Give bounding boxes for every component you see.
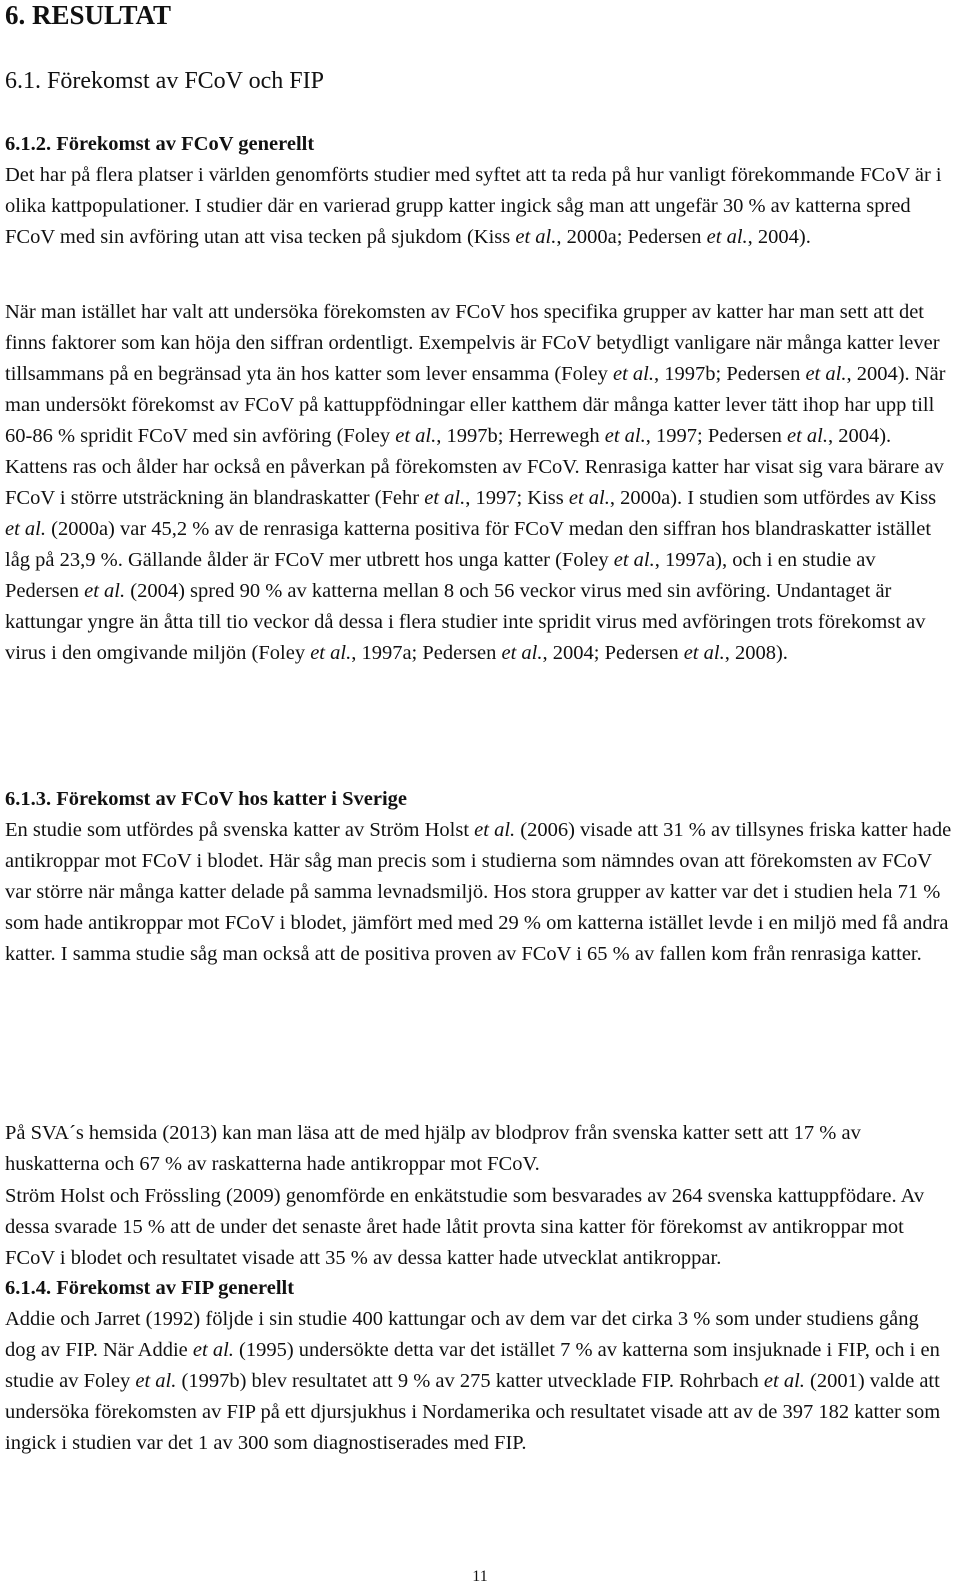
chapter-heading: 6. RESULTAT <box>5 0 172 30</box>
citation-etal: et al. <box>395 425 437 447</box>
citation-etal: et al. <box>84 580 126 602</box>
text-run: , 1997; Pedersen <box>645 425 787 447</box>
text-run: , 1997; Kiss <box>465 487 569 509</box>
citation-etal: et al. <box>501 642 543 664</box>
text-run: , 2008). <box>724 642 788 664</box>
text-run: , 2004). Kattens ras och ålder har också en påverkan på förekomsten av FCoV. Renrasiga katter har visat sig vara bärare av FCoV i större utsträckning än blandraskatter (Fehr <box>5 425 944 509</box>
citation-etal: et al. <box>474 819 516 841</box>
citation-etal: et al. <box>805 363 847 385</box>
section-6-1-2 <box>5 129 955 253</box>
section-heading: 6.1. Förekomst av FCoV och FIP <box>5 68 324 94</box>
text-run: , 1997a), och i en studie av Pedersen <box>5 549 876 602</box>
text-run: (2001) valde att undersöka förekomsten av FIP på ett djursjukhus i Nordamerika och resultatet visade att av de 397 182 katter som ingick i studien var det 1 av 300 som diagnostiserades med FIP. <box>5 1370 941 1454</box>
paragraph-6-1-4-1 <box>5 1304 953 1459</box>
paragraph-6-1-3-1 <box>5 815 953 970</box>
text-run: (1995) undersökte detta var det istället 7 % av katterna som insjuknade i FIP, och i en studie av Foley <box>5 1339 940 1392</box>
section-6-1-4 <box>5 1273 955 1459</box>
text-run: (2006) visade att 31 % av tillsynes friska katter hade antikroppar mot FCoV i blodet. Här såg man precis som i studierna som nämndes ovan att förekomsten av FCoV var större när många katter delade på samma levnadsmiljö. Hos stora grupper av katter var det i studien hela 71 % som hade antikroppar mot FCoV i blodet, jämfört med med 29 % om katterna istället levde i en miljö med få andra katter. I samma studie såg man också att de positiva proven av FCoV i 65 % av fallen kom från renrasiga katter. <box>5 819 952 965</box>
text-run: När man istället har valt att undersöka förekomsten av FCoV hos specifika grupper av katter har man sett att det finns faktorer som kan höja den siffran ordentligt. Exempelvis är FCoV betydligt vanligare när många katter lever tillsammans på en begränsad yta än hos katter som lever ensamma (Foley <box>5 301 940 385</box>
section-6-1-3-sva <box>5 1118 955 1180</box>
citation-etal: et al. <box>706 226 748 248</box>
citation-etal: et al. <box>683 642 725 664</box>
citation-etal: et al. <box>424 487 466 509</box>
text-run: , 1997b; Pedersen <box>654 363 806 385</box>
citation-etal: et al. <box>786 425 828 447</box>
section-6-1-3 <box>5 784 955 970</box>
citation-etal: et al. <box>310 642 352 664</box>
citation-etal: et al. <box>604 425 646 447</box>
text-run: Addie och Jarret (1992) följde i sin studie 400 kattungar och av dem var det cirka 3 % som under studiens gång dog av FIP. När Addie <box>5 1308 919 1361</box>
paragraph-6-1-2-1 <box>5 160 953 253</box>
text-run: En studie som utfördes på svenska katter av Ström Holst <box>5 819 475 841</box>
citation-etal: et al. <box>135 1370 177 1392</box>
subsection-heading-6-1-3: 6.1.3. Förekomst av FCoV hos katter i Sverige <box>5 788 407 810</box>
paragraph-6-1-3-3: Ström Holst och Frössling (2009) genomförde en enkätstudie som besvarades av 264 svenska kattuppfödare. Av dessa svarade 15 % att de under det senaste året hade låtit provta sina katter för förekomst av antikroppar mot FCoV i blodet och resultatet visade att 35 % av dessa katter hade utvecklat antikroppar. <box>5 1185 925 1269</box>
citation-etal: et al. <box>613 549 655 571</box>
text-run: (1997b) blev resultatet att 9 % av 275 katter utvecklade FIP. Rohrbach <box>176 1370 764 1392</box>
page-number: 11 <box>472 1568 488 1585</box>
citation-etal: et al. <box>613 363 654 385</box>
text-run: , 1997b; Herrewegh <box>436 425 605 447</box>
citation-etal: et al. <box>192 1339 234 1361</box>
citation-etal: et al. <box>515 226 557 248</box>
paragraph-6-1-3-2: På SVA´s hemsida (2013) kan man läsa att de med hjälp av blodprov från svenska katter sett att 17 % av huskatterna och 67 % av raskatterna hade antikroppar mot FCoV. <box>5 1122 861 1175</box>
subsection-heading-6-1-4: 6.1.4. Förekomst av FIP generellt <box>5 1277 295 1299</box>
citation-etal: et al. <box>568 487 610 509</box>
text-run: (2000a) var 45,2 % av de renrasiga katterna positiva för FCoV medan den siffran hos blandraskatter istället låg på 23,9 %. Gällande ålder är FCoV mer utbrett hos unga katter (Foley <box>5 518 932 571</box>
citation-etal: et al. <box>763 1370 805 1392</box>
text-run: , 2004). <box>747 226 811 248</box>
text-run: , 2004). När man undersökt förekomst av FCoV på kattuppfödningar eller katthem där många katter lever tätt ihop har upp till 60-86 % spridit FCoV med sin avföring (Foley <box>5 363 946 447</box>
citation-etal: et al. <box>5 518 46 540</box>
text-run: Det har på flera platser i världen genomförts studier med syftet att ta reda på hur vanligt förekommande FCoV är i olika kattpopulationer. I studier där en varierad grupp katter ingick såg man att ungefär 30 % av katterna spred FCoV med sin avföring utan att visa tecken på sjukdom (Kiss <box>5 164 942 248</box>
text-run: , 2000a). I studien som utfördes av Kiss <box>609 487 937 509</box>
text-run: , 2000a; Pedersen <box>556 226 707 248</box>
subsection-heading-6-1-2: 6.1.2. Förekomst av FCoV generellt <box>5 133 315 155</box>
text-run: , 2004; Pedersen <box>542 642 684 664</box>
paragraph-6-1-2-2 <box>5 297 953 669</box>
section-6-1-2-continued <box>5 297 955 669</box>
text-run: (2004) spred 90 % av katterna mellan 8 och 56 veckor virus med sin avföring. Undantaget är kattungar yngre än åtta till tio veckor då dessa i flera studier inte spridit virus med avföringen trots förekomst av virus i den omgivande miljön (Foley <box>5 580 926 664</box>
section-6-1-3-survey <box>5 1181 955 1274</box>
text-run: , 1997a; Pedersen <box>351 642 502 664</box>
